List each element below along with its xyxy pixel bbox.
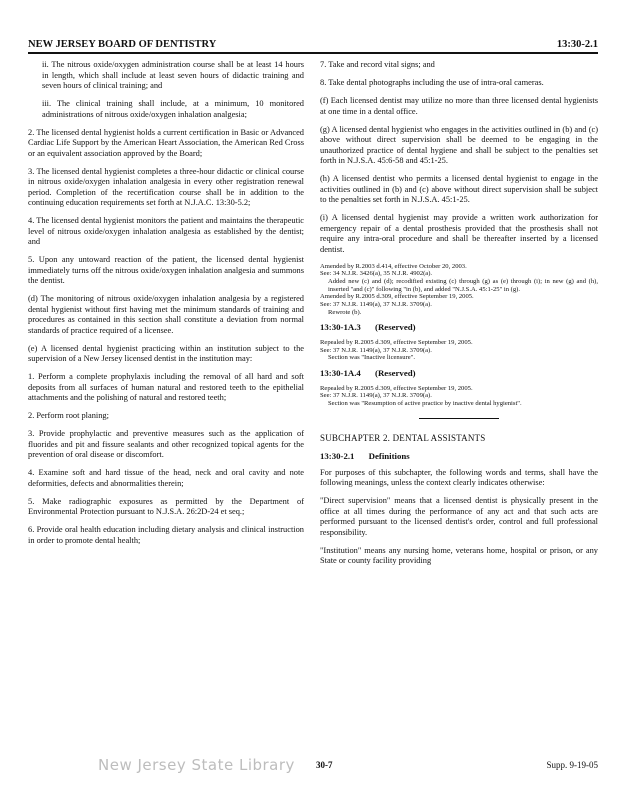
history-line: Repealed by R.2005 d.309, effective September 19, 2005. [320, 338, 473, 346]
library-watermark: New Jersey State Library [98, 756, 295, 774]
history-line: Amended by R.2005 d.309, effective September 19, 2005. [320, 293, 474, 301]
paragraph: 1. Perform a complete prophylaxis including the removal of all hard and soft deposits from all surfaces of human natural and restored teeth to the epithelial attachments and the polishing of natural and restored teeth; [28, 372, 304, 402]
history-line: Section was "Inactive licensure". [328, 354, 416, 362]
paragraph: (e) A licensed dental hygienist practicing within an institution subject to the supervision of a New Jersey licensed dentist in the institution may: [28, 343, 304, 363]
section-number: 13:30-1A.4 [320, 368, 361, 379]
history-line: Added new (c) and (d); recodified existing (c) through (g) as (e) through (i); in new (g) and (h), inserted "and (c)" following "in (b), and added "N.J.S.A. 45:1-25" in (g). [328, 277, 598, 293]
paragraph: 3. Provide prophylactic and preventive measures such as the application of fluorides and pit and fissure sealants and other recognized topical agents for the prevention of oral disease or discomfort. [28, 429, 304, 459]
paragraph: iii. The clinical training shall include, at a minimum, 10 monitored administrations of nitrous oxide/oxygen inhalation analgesia; [42, 99, 304, 119]
history-note [320, 339, 598, 362]
paragraph: (f) Each licensed dentist may utilize no more than three licensed dental hygienists at one time in a dental office. [320, 96, 598, 116]
paragraph: "Institution" means any nursing home, veterans home, hospital or prison, or any State or county facility providing [320, 545, 598, 566]
supplement-date: Supp. 9-19-05 [546, 760, 598, 770]
section-title: (Reserved) [375, 322, 416, 333]
page-footer [28, 758, 598, 774]
paragraph: 7. Take and record vital signs; and [320, 60, 435, 69]
right-column [320, 60, 598, 574]
history-line: See: 37 N.J.R. 1149(a), 37 N.J.R. 3709(a). [320, 346, 432, 354]
paragraph: 4. Examine soft and hard tissue of the head, neck and oral cavity and note deformities, defects and abnormalities therein; [28, 468, 304, 488]
header-section: 13:30-2.1 [556, 39, 598, 50]
history-line: See: 37 N.J.R. 1149(a), 37 N.J.R. 3709(a). [320, 301, 432, 309]
section-heading [320, 451, 598, 462]
section-title: (Reserved) [375, 368, 416, 379]
divider [419, 418, 499, 419]
paragraph: "Direct supervision" means that a licensed dentist is physically present in the office at all times during the performance of any act and that such acts are performed pursuant to the licensed dentist's order, control and full professional responsibility. [320, 496, 598, 537]
history-line: Section was "Resumption of active practice by inactive dental hygienist". [328, 399, 522, 407]
paragraph: 3. The licensed dental hygienist completes a three-hour didactic or clinical course in nitrous oxide/oxygen inhalation analgesia in every other registration renewal period. Completion of the recertification course shall be in addition to the continuing education requirements set forth at N.J.A.C. 13:30-5.2; [28, 166, 304, 207]
paragraph: 8. Take dental photographs including the use of intra-oral cameras. [320, 78, 544, 87]
history-note [320, 385, 598, 408]
page-number: 30-7 [316, 760, 333, 770]
section-heading [320, 322, 598, 333]
history-line: Repealed by R.2005 d.309, effective September 19, 2005. [320, 384, 473, 392]
history-line: See: 34 N.J.R. 3426(a), 35 N.J.R. 4902(a). [320, 270, 433, 278]
paragraph: 4. The licensed dental hygienist monitors the patient and maintains the therapeutic level of nitrous oxide/oxygen inhalation analgesia as established by the dentist; and [28, 216, 304, 246]
section-number: 13:30-2.1 [320, 451, 355, 462]
history-note [320, 263, 598, 317]
running-header [28, 34, 598, 54]
paragraph: 6. Provide oral health education including dietary analysis and clinical instruction in order to promote dental health; [28, 525, 304, 545]
paragraph: (i) A licensed dental hygienist may provide a written work authorization for emergency repair of a dental prosthesis provided that the prosthesis shall not require any intra-oral procedure and shall be thereafter inserted by a licensed dentist. [320, 213, 598, 254]
left-column [28, 60, 304, 554]
section-number: 13:30-1A.3 [320, 322, 361, 333]
history-line: Rewrote (b). [328, 308, 362, 316]
paragraph: (h) A licensed dentist who permits a licensed dental hygienist to engage in the activities outlined in (b) and (c) above without direct supervision shall be subject to the penalties set forth in N.J.S.A. 45:1-25. [320, 174, 598, 204]
paragraph: For purposes of this subchapter, the following words and terms, shall have the following meanings, unless the context clearly indicates otherwise: [320, 467, 598, 488]
paragraph: 5. Make radiographic exposures as permitted by the Department of Environmental Protection pursuant to N.J.S.A. 26:2D-24 et seq.; [28, 496, 304, 516]
paragraph: 5. Upon any untoward reaction of the patient, the licensed dental hygienist immediately turns off the nitrous oxide/oxygen inhalation analgesia and summons the dentist. [28, 255, 304, 285]
paragraph: (d) The monitoring of nitrous oxide/oxygen inhalation analgesia by a registered dental hygienist without first having met the minimum standards of training and procedures as contained in this section shall constitute a deviation from normal standards of practice required of a licensee. [28, 294, 304, 335]
paragraph: 2. Perform root planing; [28, 411, 109, 420]
subchapter-heading: SUBCHAPTER 2. DENTAL ASSISTANTS [320, 432, 486, 443]
paragraph: (g) A licensed dental hygienist who engages in the activities outlined in (b) and (c) above without direct supervision shall be deemed to be engaging in the unauthorized practice of dental hygiene and shall be subject to the penalties set forth in N.J.S.A. 45:6-58 and 45:1-25. [320, 124, 598, 165]
history-line: See: 37 N.J.R. 1149(a), 37 N.J.R. 3709(a). [320, 392, 432, 400]
history-line: Amended by R.2003 d.414, effective October 20, 2003. [320, 262, 467, 270]
section-heading [320, 368, 598, 379]
paragraph: ii. The nitrous oxide/oxygen administration course shall be at least 14 hours in length, which shall include at least seven hours of didactic training and seven hours of clinical training; and [42, 60, 304, 90]
header-title: NEW JERSEY BOARD OF DENTISTRY [28, 39, 217, 50]
paragraph: 2. The licensed dental hygienist holds a current certification in Basic or Advanced Cardiac Life Support by the American Heart Association, the American Red Cross or an equivalent association approved by the Board; [28, 127, 304, 158]
section-title: Definitions [368, 451, 410, 462]
